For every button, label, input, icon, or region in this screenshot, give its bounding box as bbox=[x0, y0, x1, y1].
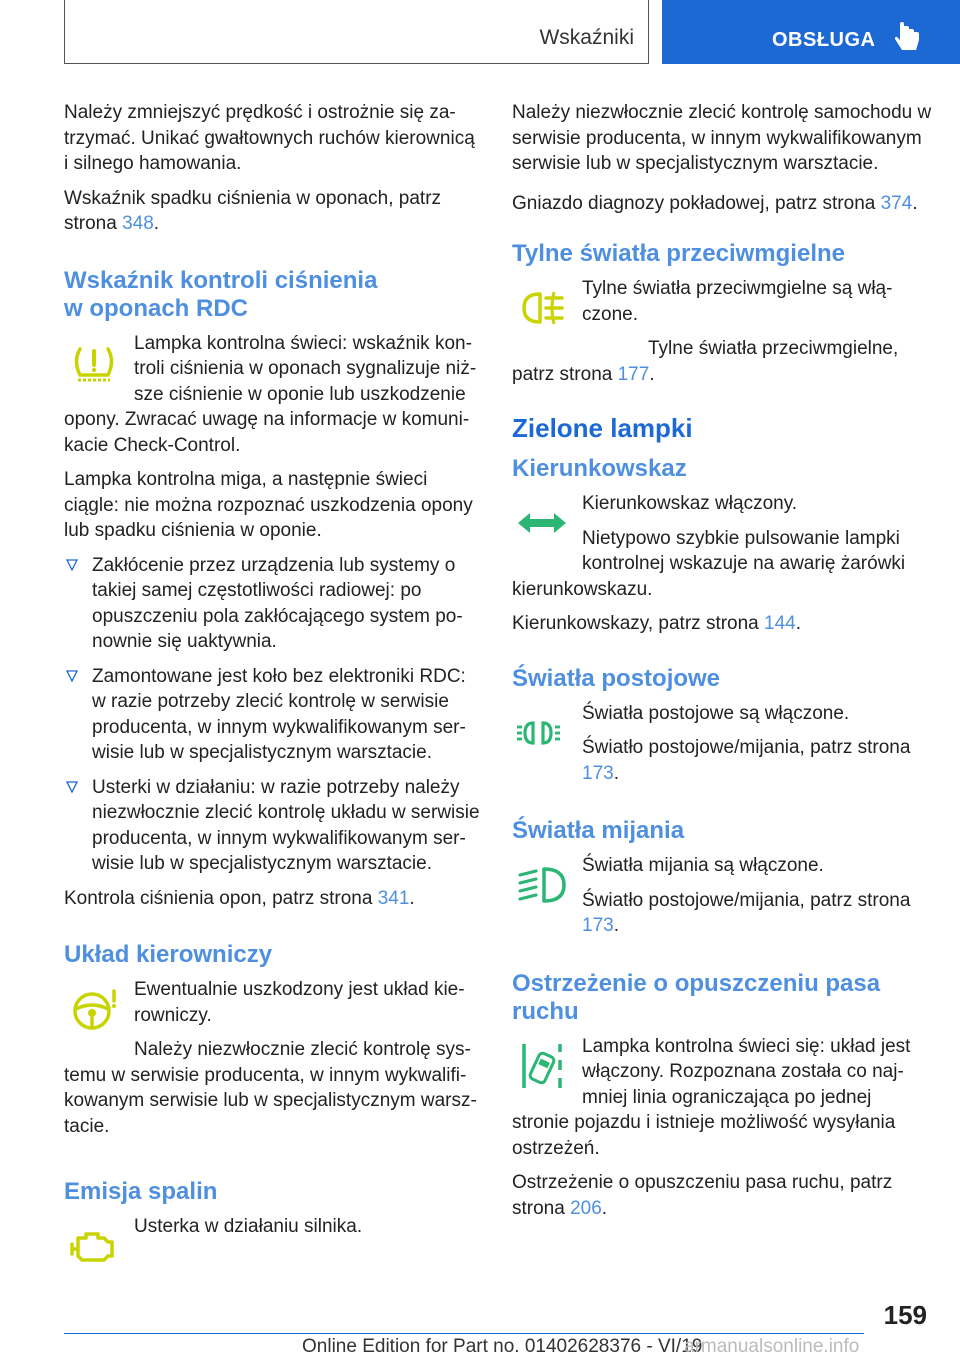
indicator-block bbox=[512, 1034, 932, 1162]
indicator-description: Lampka kontrolna świeci się: układ jest włączony. Rozpoznana została co najmniej linia ograniczająca po jednej stronie pojazdu i istnieje możliwość wysyłania ostrzeżeń. bbox=[512, 1035, 911, 1159]
indicator-block bbox=[64, 331, 484, 459]
watermark: armanualsonline.info bbox=[684, 1336, 860, 1357]
paragraph: Lampka kontrolna miga, a następnie świeci ciągle: nie można rozpoznać uszkodzenia opony lub spadku ciśnienia w oponie. bbox=[64, 469, 473, 541]
chapter-tab bbox=[662, 0, 960, 64]
indicator-description: Światła mijania są włączone. bbox=[582, 855, 824, 876]
paragraph: Gniazdo diagnozy pokładowej, patrz strona 374. bbox=[512, 192, 918, 214]
paragraph: Wskaźnik spadku ciśnienia w oponach, patrz strona 348. bbox=[64, 187, 442, 234]
section-heading: Światła mijania bbox=[512, 817, 685, 844]
page-number: 159 bbox=[883, 1300, 927, 1330]
footer-edition: Online Edition for Part no. 01402628376 - VI/19 bbox=[302, 1336, 703, 1357]
page-link[interactable]: 173 bbox=[582, 762, 614, 784]
section-heading: Wskaźnik kontroli ciśnienia w oponach RDC bbox=[64, 266, 378, 322]
parking-light-icon bbox=[516, 707, 568, 759]
indicator-block bbox=[512, 491, 932, 602]
section-heading: Światła postojowe bbox=[512, 664, 721, 692]
steering-wheel-warning-icon bbox=[68, 983, 120, 1035]
chapter-tab-label: OBSŁUGA bbox=[772, 29, 876, 51]
section-heading: Układ kierowniczy bbox=[64, 941, 273, 968]
paragraph: Należy zmniejszyć prędkość i ostrożnie się zatrzymać. Unikać gwałtownych ruchów kierownicą i silnego hamowania. bbox=[64, 102, 475, 174]
indicator-description: Lampka kontrolna świeci: wskaźnik kontroli ciśnienia w oponach sygnalizuje niższe ciśnienie w oponie lub uszkodzenie opony. Zwracać uwagę na informacje w komunikacie Check-Control. bbox=[64, 332, 477, 456]
page-link[interactable]: 348 bbox=[122, 213, 154, 234]
triangle-bullet-icon bbox=[66, 670, 78, 682]
section-heading: Emisja spalin bbox=[64, 1178, 218, 1205]
page-link[interactable]: 206 bbox=[570, 1197, 602, 1219]
indicator-description: Ewentualnie uszkodzony jest układ kierowniczy. bbox=[134, 979, 465, 1026]
turn-signal-icon bbox=[516, 497, 568, 549]
hand-pointer-icon bbox=[894, 22, 924, 54]
section-heading: Tylne światła przeciwmgielne bbox=[512, 240, 845, 267]
chapter-heading: Zielone lampki bbox=[512, 413, 693, 443]
indicator-description: Światło postojowe/mijania, patrz strona 173. bbox=[582, 737, 911, 784]
paragraph: Kierunkowskazy, patrz strona 144. bbox=[512, 613, 802, 634]
indicator-block bbox=[512, 853, 932, 939]
triangle-bullet-icon bbox=[66, 781, 78, 793]
left-column bbox=[64, 100, 484, 1276]
section-heading: Ostrzeżenie o opuszczeniu pasa ruchu bbox=[512, 969, 881, 1025]
indicator-block bbox=[512, 701, 932, 787]
paragraph: Tylne światła przeciwmgielne, patrz strona 177. bbox=[512, 338, 899, 385]
triangle-bullet-icon bbox=[66, 559, 78, 571]
list-item: Zakłócenie przez urządzenia lub systemy o takiej samej częstotliwości radiowej: po opuszczeniu pola zakłócającego system ponownie się uaktywnia. bbox=[64, 553, 484, 655]
indicator-description: Należy niezwłocznie zlecić kontrolę systemu w serwisie producenta, w innym wykwalifikowanym serwisie lub w specjalistycznym warsztacie. bbox=[64, 1039, 477, 1137]
page-header bbox=[0, 0, 960, 66]
engine-icon bbox=[68, 1220, 120, 1272]
indicator-block bbox=[512, 276, 932, 327]
right-column bbox=[512, 100, 932, 1230]
low-beam-icon bbox=[516, 859, 568, 911]
footer-divider bbox=[64, 1333, 864, 1334]
page-link[interactable]: 144 bbox=[764, 613, 796, 634]
indicator-block bbox=[64, 1214, 484, 1240]
indicator-description: Tylne światła przeciwmgielne są włączone. bbox=[582, 278, 893, 325]
section-header-box bbox=[64, 0, 649, 64]
lane-departure-icon bbox=[516, 1040, 568, 1092]
paragraph: Ostrzeżenie o opuszczeniu pasa ruchu, patrz strona 206. bbox=[512, 1172, 893, 1219]
section-title: Wskaźniki bbox=[539, 26, 634, 49]
page-link[interactable]: 374 bbox=[880, 192, 913, 214]
page-link[interactable]: 173 bbox=[582, 915, 614, 936]
indicator-block bbox=[64, 977, 484, 1139]
indicator-description: Światła postojowe są włączone. bbox=[582, 702, 850, 724]
rear-fog-light-icon bbox=[516, 282, 568, 334]
list-item: Zamontowane jest koło bez elektroniki RDC: w razie potrzeby zlecić kontrolę w serwisie producenta, w innym wykwalifikowanym serwisie lub w specjalistycznym warsztacie. bbox=[64, 664, 484, 766]
indicator-description: Nietypowo szybkie pulsowanie lampki kontrolnej wskazuje na awarię żarówki kierunkowskazu. bbox=[512, 527, 906, 600]
section-heading: Kierunkowskaz bbox=[512, 455, 687, 482]
indicator-description: Kierunkowskaz włączony. bbox=[582, 493, 798, 514]
page-link[interactable]: 177 bbox=[617, 363, 650, 385]
bullet-list bbox=[64, 553, 484, 877]
tire-pressure-icon bbox=[68, 337, 120, 389]
paragraph: Kontrola ciśnienia opon, patrz strona 341. bbox=[64, 887, 415, 909]
indicator-description: Światło postojowe/mijania, patrz strona 173. bbox=[582, 889, 911, 936]
list-item: Usterki w działaniu: w razie potrzeby należy niezwłocznie zlecić kontrolę układu w serwisie producenta, w innym wykwalifikowanym serwisie lub w specjalistycznym warsztacie. bbox=[64, 775, 484, 877]
paragraph: Należy niezwłocznie zlecić kontrolę samochodu w serwisie producenta, w innym wykwalifikowanym serwisie lub w specjalistycznym warsztacie. bbox=[512, 102, 932, 174]
page-link[interactable]: 341 bbox=[377, 887, 410, 909]
indicator-description: Usterka w działaniu silnika. bbox=[134, 1216, 363, 1237]
